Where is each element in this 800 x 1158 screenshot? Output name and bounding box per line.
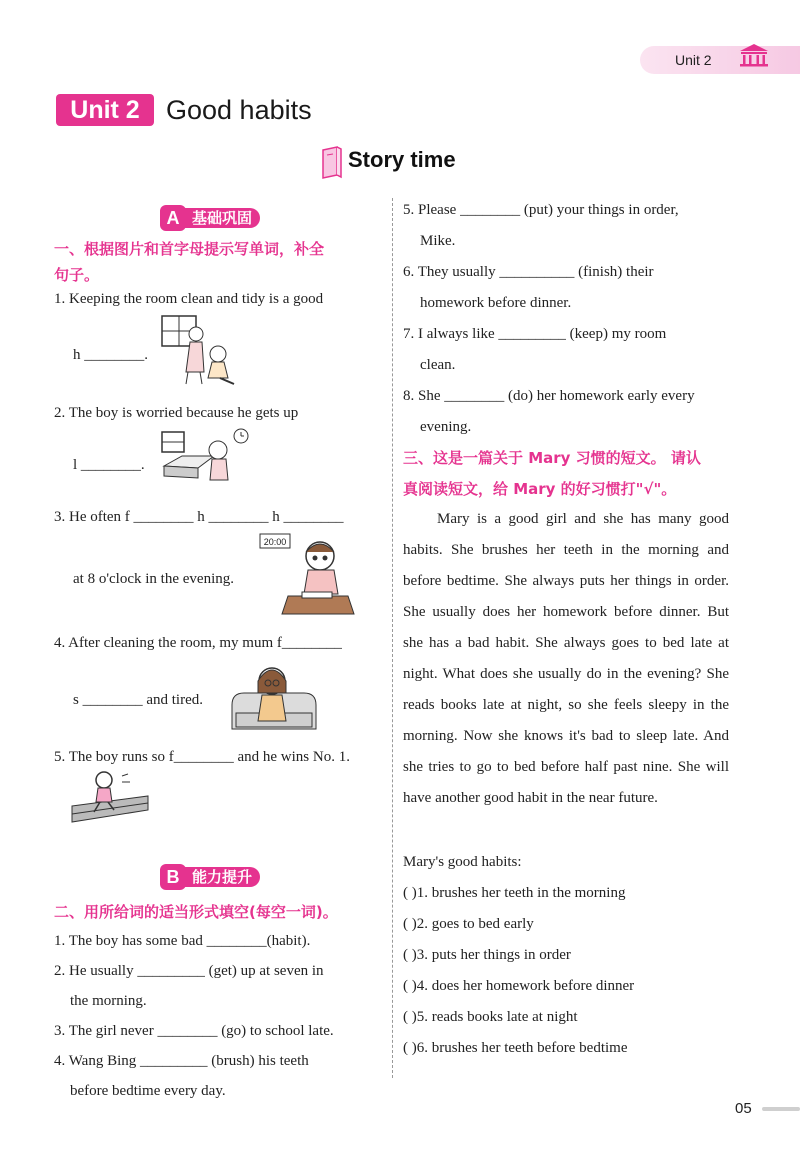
q2-item-2-text: 2. He usually _________ (get) up at seven in <box>54 963 324 979</box>
q3-option-1[interactable]: ( )1. brushes her teeth in the morning <box>403 885 626 901</box>
q3-option-6[interactable]: ( )6. brushes her teeth before bedtime <box>403 1040 628 1056</box>
q2-item-7-line2: clean. <box>420 357 456 373</box>
temple-icon <box>738 42 770 68</box>
section-a-letter: A <box>160 205 186 231</box>
section-b-letter: B <box>160 864 186 890</box>
q2-item-2-line1 <box>54 961 380 981</box>
q2-item-5-line2: Mike. <box>420 233 456 249</box>
q1-item-5-line1: 5. The boy runs so f________ and he wins No. 1. <box>54 749 350 765</box>
unit-title: Good habits <box>166 95 312 125</box>
q1-item-1-line2: h ________. <box>73 347 148 363</box>
q3-option-5[interactable]: ( )5. reads books late at night <box>403 1009 578 1025</box>
clock-text: 20:00 <box>263 537 287 547</box>
unit-tab <box>640 46 800 74</box>
q2-item-4-line1 <box>54 1051 380 1071</box>
section-a-badge <box>160 205 280 231</box>
page-number: 05 <box>735 1100 752 1117</box>
q2-item-6-line1: 6. They usually __________ (finish) their <box>403 264 654 280</box>
q1-item-1-line1 <box>54 289 380 309</box>
q3-heading-line1: 三、这是一篇关于 Mary 习惯的短文。 请认 <box>403 449 701 467</box>
q2-item-1: 1. The boy has some bad ________(habit). <box>54 933 311 949</box>
q1-item-1-text: 1. Keeping the room clean and tidy is a good <box>54 291 324 307</box>
running-boy-illustration <box>70 770 150 826</box>
section-a-label: 基础巩固 <box>184 208 260 228</box>
q3-option-3[interactable]: ( )3. puts her things in order <box>403 947 571 963</box>
q1-item-2-text: 2. The boy is worried because he gets up <box>54 405 299 421</box>
q1-heading-line1: 一、根据图片和首字母提示写单词，补全 <box>54 240 325 258</box>
q2-item-8-line1: 8. She ________ (do) her homework early every <box>403 388 695 404</box>
page-bar <box>762 1107 800 1111</box>
unit-badge: Unit 2 <box>56 94 154 126</box>
q2-item-7-line1: 7. I always like _________ (keep) my room <box>403 326 667 342</box>
q2-item-2-line2: the morning. <box>70 993 147 1009</box>
tired-mum-illustration <box>228 657 320 739</box>
q2-item-4-line2: before bedtime every day. <box>70 1083 226 1099</box>
q3-list-title: Mary's good habits: <box>403 854 522 870</box>
q1-heading-line2: 句子。 <box>54 266 100 284</box>
q2-item-4-text: 4. Wang Bing _________ (brush) his teeth <box>54 1053 309 1069</box>
unit-tab-label: Unit 2 <box>675 52 712 68</box>
late-boy-illustration <box>158 426 252 490</box>
q2-item-5-line1: 5. Please ________ (put) your things in order, <box>403 202 679 218</box>
q3-passage: Mary is a good girl and she has many good habits. She brushes her teeth in the morning and before bedtime. She always puts her things in order. She usually does her homework before dinner. But she has a bad habit. She always goes to bed late at night. What does she usually do in the evening? She reads books late at night, so she feels sleepy in the morning. Now she knows it's bad to sleep late. And she tries to go to bed before half past nine. She will have another good habit in the near future. <box>403 511 729 806</box>
homework-boy-illustration <box>258 530 358 622</box>
q2-item-3: 3. The girl never ________ (go) to school late. <box>54 1023 334 1039</box>
q1-item-3-line2: at 8 o'clock in the evening. <box>73 571 234 587</box>
story-title: Story time <box>348 147 456 172</box>
q3-heading-line2: 真阅读短文，给 Mary 的好习惯打"√"。 <box>403 480 677 498</box>
q1-item-2-line1 <box>54 403 370 423</box>
q1-item-2-line2: l ________. <box>73 457 145 473</box>
section-b-badge <box>160 864 280 890</box>
q1-item-4-line1: 4. After cleaning the room, my mum f________ <box>54 635 342 651</box>
q2-item-6-line2: homework before dinner. <box>420 295 572 311</box>
book-icon <box>320 146 344 180</box>
cleaning-illustration <box>158 312 238 386</box>
q2-item-8-line2: evening. <box>420 419 472 435</box>
column-divider <box>392 198 393 1078</box>
q1-item-3-line1: 3. He often f ________ h ________ h ________ <box>54 509 344 525</box>
q2-heading: 二、用所给词的适当形式填空(每空一词)。 <box>54 903 338 921</box>
q3-option-2[interactable]: ( )2. goes to bed early <box>403 916 534 932</box>
q3-option-4[interactable]: ( )4. does her homework before dinner <box>403 978 635 994</box>
section-b-label: 能力提升 <box>184 867 260 887</box>
q1-item-4-line2: s ________ and tired. <box>73 692 203 708</box>
